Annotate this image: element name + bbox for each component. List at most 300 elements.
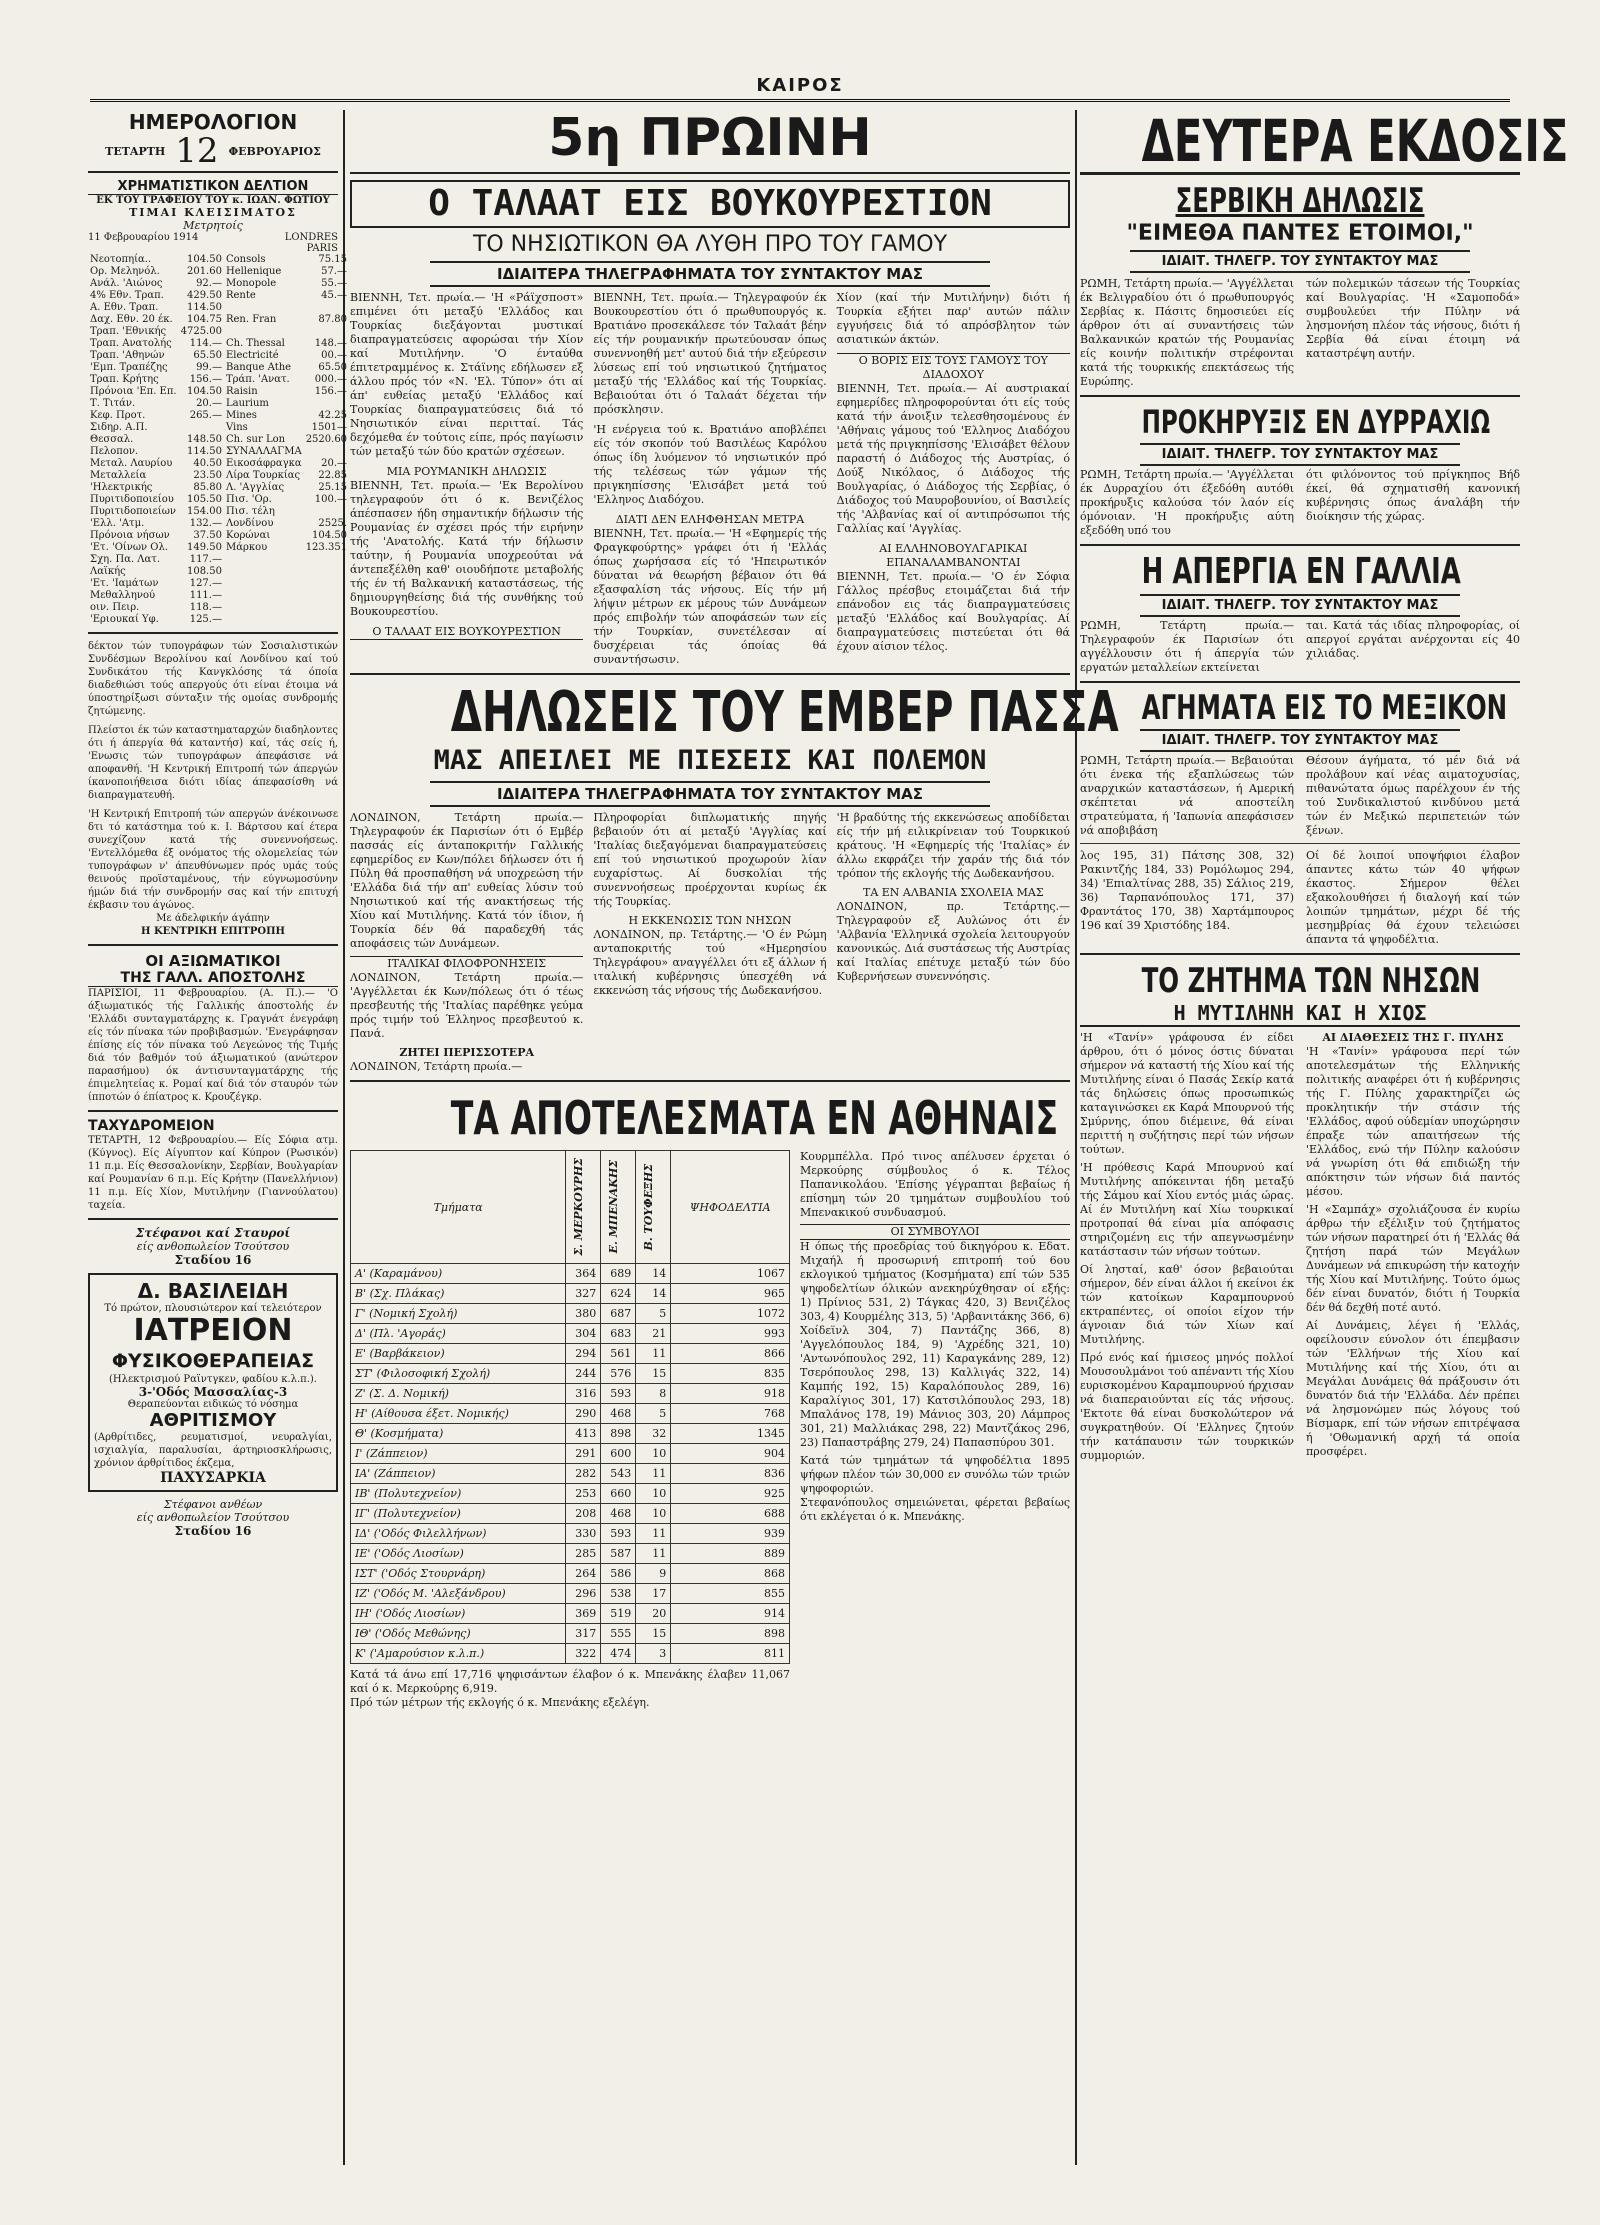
quote-value: 87.80 xyxy=(318,314,348,325)
exchange-header-row xyxy=(88,232,338,243)
quote-value: 127.— xyxy=(189,578,222,589)
results-section-name: ΙΖ' ('Οδός Μ. 'Αλεξάνδρου) xyxy=(351,1584,566,1604)
quotes-table xyxy=(88,254,349,626)
masthead xyxy=(90,75,1510,102)
clinic-disease-2: ΠΑΧΥΣΑΡΚΙΑ xyxy=(160,1470,266,1486)
quote-value: 2520.60 xyxy=(305,434,348,445)
results-value: 11 xyxy=(636,1464,671,1484)
results-row xyxy=(351,1564,790,1584)
results-value: 866 xyxy=(671,1344,790,1364)
enver-headline-wrap xyxy=(350,680,1119,745)
quote-name: Electricité xyxy=(225,350,279,361)
results-value: 898 xyxy=(601,1424,636,1444)
exchange-source: ΕΚ ΤΟΥ ΓΡΑΦΕΙΟΥ ΤΟΥ κ. ΙΩΑΝ. ΦΩΤΙΟΥ xyxy=(96,195,330,206)
quote-value: 125.— xyxy=(189,614,222,625)
quote-name: Τραπ. Ανατολής xyxy=(90,338,172,349)
quote-name: Τραπ. 'Εθνικής xyxy=(90,326,167,337)
quote-row xyxy=(88,470,349,482)
quote-name: Κεφ. Προτ. xyxy=(90,410,146,421)
post-text: ΤΕΤΑΡΤΗ, 12 Φεβρουαρίου.— Είς Σόφια ατμ. (Κύγνος). Είς Αίγυπτον καί Κύπρον (Ρωσικόν) 11 π.μ. Είς Θεσσαλονίκην, Σερβίαν, Βουλγαρίαν καί Ρουμανίαν 6 π.μ. Είς Κρήτην (Πανελλήνιον) 11 π.μ. Είς Χίον, Μυτιλήνην (Γιαννούλατου) ταχεία. xyxy=(88,1135,338,1211)
clinic-services: (Ηλεκτρισμού Ραϊντγκεν, φαδίου κ.λ.π.). xyxy=(109,1374,317,1385)
quote-value: 99.— xyxy=(196,362,222,373)
results-value: 282 xyxy=(566,1464,601,1484)
quote-value: 00.— xyxy=(321,350,348,361)
results-value: 14 xyxy=(636,1284,671,1304)
quote-name: Raisin xyxy=(225,386,258,397)
results-col-benakis: Ε. ΜΠΕΝΑΚΗΣ xyxy=(607,1160,621,1254)
results-section-name: Γ' (Νομική Σχολή) xyxy=(351,1304,566,1324)
quote-value: 22.85 xyxy=(318,470,348,481)
quote-value: 20.— xyxy=(321,458,348,469)
results-section-name: ΙΕ' ('Οδός Λιοσίων) xyxy=(351,1544,566,1564)
councillors-head: ΟΙ ΣΥΜΒΟΥΛΟΙ xyxy=(800,1224,1070,1240)
results-value: 855 xyxy=(671,1584,790,1604)
quote-value: 118.— xyxy=(189,602,222,613)
porte-text-2: 'Η «Σαμπάχ» σχολιάζουσα έν κυρίω άρθρω τήν εξέλιξιν τού ζητήματος τών νήσων παρατηρεί ότι ή 'Ελλάς θά ζητήση παρά τών Μεγάλων Δυνάμεων νά επικυρώση τήν κατοχήν τής Χίου καί Μυτιλήνης. Τούτο όμως δέν είναι δυνατόν, διότι ή Τουρκία δέν θά δεχθή ποτέ αυτό. xyxy=(1306,1203,1520,1314)
quote-value xyxy=(304,578,349,590)
quote-row xyxy=(88,566,349,578)
clinic-title-1: ΙΑΤΡΕΙΟΝ xyxy=(133,1313,293,1348)
exchange-title: ΧΡΗΜΑΤΙΣΤΙΚΟΝ ΔΕΛΤΙΟΝ xyxy=(88,179,338,195)
results-value: 587 xyxy=(601,1544,636,1564)
results-value: 593 xyxy=(601,1384,636,1404)
right-column xyxy=(1080,107,1569,2165)
results-value: 322 xyxy=(566,1644,601,1664)
results-value: 291 xyxy=(566,1444,601,1464)
quote-row xyxy=(88,266,349,278)
paris-label: PARIS xyxy=(306,243,338,254)
results-section-name: Κ' ('Αμαρούσιον κ.λ.π.) xyxy=(351,1644,566,1664)
results-row xyxy=(351,1284,790,1304)
strike-article-3: 'Η Κεντρική Επιτροπή τών απεργών άνέκοινωσε δτι τό κατάστημα τού κ. Ι. Βάρτσου καί έτερα συνεχίζουν κατά τής συνεννοήσεως. 'Εντελλόμεθα έξ ονόματος τής ολομελείας τών τυπογράφων ν' άπευθύνωμεν πρός υμάς τούς θεινούς προϊσταμένους, τήν εύγνωμοσύνην ήμών διά τήν συνδρομήν σας καί τήν επιτυχή έκβασιν του άγώνος. xyxy=(88,809,338,911)
quote-row xyxy=(88,554,349,566)
results-section-name: Ι' (Ζάππειον) xyxy=(351,1444,566,1464)
enver-text-2: Πληροφορίαι διπλωματικής πηγής βεβαιούν ότι αί μεταξύ 'Αγγλίας καί 'Ιταλίας διεξαγόμεναι διαπραγματεύσεις επί τού νησιωτικού προχωρούν λίαν ευχαρίστως. Αί δυσκολίαι τής συνεννοήσεως προέρχονται κυρίως έκ τής Τουρκίας. xyxy=(593,811,827,908)
clinic-disease: ΑΘΡΙΤΙΣΜΟΥ xyxy=(149,1410,277,1431)
quote-name xyxy=(224,578,304,590)
durazzo-headline: ΠΡΟΚΗΡΥΞΙΣ ΕΝ ΔΥΡΡΑΧΙΩ xyxy=(1141,403,1491,441)
second-edition-banner: ΔΕΥΤΕΡΑ ΕΚΔΟΣΙΣ xyxy=(1141,107,1569,175)
exchange-sub2: Μετρητοίς xyxy=(183,219,243,232)
results-value: 660 xyxy=(601,1484,636,1504)
results-col-ballots: ΨΗΦΟΔΕΛΤΙΑ xyxy=(671,1151,790,1264)
mexico-text-2: Θέσουν άγήματα, τό μέν διά νά προλάβουν καί νέας αιματοχυσίας, πιθανώτατα όμως παρέλχουν έν τής τού Συνδικαλιστού κινδύνου μετά τών έν Μεξικώ περιπετειών τών ξένων. xyxy=(1306,754,1520,837)
quote-value: 156.— xyxy=(189,374,222,385)
lead-text-3: 'Η ενέργεια τού κ. Βρατιάνο αποβλέπει είς τόν σκοπόν τού Βασιλέως Καρόλου όπως ίδη λυόμενον τό νησιωτικόν πρό τής τελέσεως τών γάμων τής πριγκηπίσσης 'Ελισάβετ μετά τού 'Ελληνος Διαδόχου. xyxy=(593,423,827,506)
quote-row xyxy=(88,338,349,350)
quote-name: Ορ. Μεληνόλ. xyxy=(90,266,160,277)
results-value: 285 xyxy=(566,1544,601,1564)
quote-row xyxy=(88,542,349,554)
quote-row xyxy=(88,614,349,626)
islands-article xyxy=(1080,1031,1520,1463)
quote-value: 23.50 xyxy=(193,470,222,481)
albania-schools-text: ΛΟΝΔΙΝΟΝ, πρ. Τετάρτης.— Τηλεγραφούν εξ Αυλώνος ότι έν 'Αλβανία 'Ελληνικά σχολεία λειτουργούν κανονικώς. Διά συστάσεως τής Αυστρίας καί Ιταλίας επέτυχε μεταξύ τών δύο Κυβερνήσεων συνεννόησις. xyxy=(836,900,1070,983)
results-value: 8 xyxy=(636,1384,671,1404)
results-side-end: Κατά τών τμημάτων τά ψηφοδέλτια 1895 ψήφων πλέον τών 30,000 εν συνόλω τών τριών ψηφοφοριών. xyxy=(800,1454,1070,1495)
islands-text-2: 'Η πρόθεσις Καρά Μπουρνού καί Μυτιλήνης απόκεινται ήδη μεταξύ τής Σάμου καί Χίου εντός μιάς ώρας. Αί έν Μυτιλήνη καί Χίω τουρκικαί προτροπαί θά είναι μία απόφασις στηριζομένη εις τήν απεγνωσμένην κατάστασιν τών νήσων τούτων. xyxy=(1080,1161,1294,1258)
mexico-article xyxy=(1080,754,1520,838)
results-col-merkouris: Σ. ΜΕΡΚΟΥΡΗΣ xyxy=(572,1158,586,1256)
column-rule-right xyxy=(1075,110,1077,2165)
quote-row xyxy=(88,458,349,470)
mexico-text: ΡΩΜΗ, Τετάρτη πρωία.— Βεβαιούται ότι ένεκα τής εξαπλώσεως τών αναρχικών καταστάσεων, ή Αμερική σκέπτεται νά αποστείλη στρατεύματα, ή 'Ιαπωνία απεφάσισεν νά αποβιβάση xyxy=(1080,754,1294,837)
quote-value: 37.50 xyxy=(193,530,222,541)
quote-value: 4725.00 xyxy=(180,326,222,337)
calendar-weekday: ΤΕΤΑΡΤΗ xyxy=(105,144,166,158)
results-value: 10 xyxy=(636,1444,671,1464)
islands-evacuation-head: Η ΕΚΚΕΝΩΣΙΣ ΤΩΝ ΝΗΣΩΝ xyxy=(628,914,792,927)
lead-wire-head: ΙΔΙΑΙΤΕΡΑ ΤΗΛΕΓΡΑΦΗΜΑΤΑ ΤΟΥ ΣΥΝΤΑΚΤΟΥ ΜΑΣ xyxy=(430,261,990,287)
quote-value: 111.— xyxy=(189,590,222,601)
results-value: 576 xyxy=(601,1364,636,1384)
strike-article xyxy=(1080,619,1520,675)
quote-name: Monopole xyxy=(225,278,277,289)
results-value: 316 xyxy=(566,1384,601,1404)
islands-headline: ΤΟ ΖΗΤΗΜΑ ΤΩΝ ΝΗΣΩΝ xyxy=(1141,961,1481,1001)
quote-name: Πυριτιδοποιείων xyxy=(90,506,176,517)
results-value: 1345 xyxy=(671,1424,790,1444)
quote-name: 'Ετ. 'Ιαμάτων xyxy=(90,578,159,589)
clinic-list: (Αρθρίτιδες, ρευματισμοί, νευραλγίαι, ισχιαλγία, παραλυσίαι, άρτηριοσκλήρωσις, χρόνιον άρθρίτιδος έκζεμα, xyxy=(94,1432,332,1469)
election-continued xyxy=(1080,849,1520,947)
quote-row xyxy=(88,302,349,314)
election-text: λος 195, 31) Πάτσης 308, 32) Ρακιντζής 184, 33) Ρομόλωμος 294, 34) 'Επιαλτίνας 288, 35) Σάλιος 219, 36) Ταρπανόπουλος 171, 37) Φραντάτος 170, 38) Χαρτάμπουρος 196 καί 39 Χριστόδης 184. xyxy=(1080,849,1294,932)
talaat-head: Ο ΤΑΛΑΑΤ ΕΙΣ ΒΟΥΚΟΥΡΕΣΤΙΟΝ xyxy=(350,625,583,640)
results-value: 593 xyxy=(601,1524,636,1544)
results-value: 32 xyxy=(636,1424,671,1444)
quote-name: Τραπ. 'Αθηνών xyxy=(90,350,165,361)
talaat-text: ΒΙΕΝΝΗ, Τετ. πρωία.— Τηλεγραφούν έκ Βουκουρεστίου ότι ό πρωθυπουργός κ. Βρατιάνο προσεκάλεσε τόν Ταλαάτ βέην είς τήν ρουμανικήν πρωτεύουσαν όπως συνεννοηθή μετ' αυτού διά τήν εξεύρεσιν λύσεως επί τού νησιωτικού ζητήματος μεταξύ τής 'Ελλάδος καί τής Τουρκίας. Βεβαιούται ότι ό Ταλαάτ δέχεται τήν πρόσκλησιν. xyxy=(593,291,827,416)
results-section-name: Β' (Σχ. Πλάκας) xyxy=(351,1284,566,1304)
quote-value xyxy=(304,602,349,614)
seek-text: ΛΟΝΔΙΝΟΝ, Τετάρτη πρωία.— xyxy=(350,1060,523,1073)
italian-head: ΙΤΑΛΙΚΑΙ ΦΙΛΟΦΡΟΝΗΣΕΙΣ xyxy=(350,956,583,971)
quote-value: 40.50 xyxy=(193,458,222,469)
mexico-headline: ΑΓΗΜΑΤΑ ΕΙΣ ΤΟ ΜΕΞΙΚΟΝ xyxy=(1141,688,1508,728)
quote-value: 156.— xyxy=(314,386,348,397)
quote-row xyxy=(88,494,349,506)
calendar-day: 12 xyxy=(175,131,219,171)
clinic-address: 3-'Οδός Μασσαλίας-3 xyxy=(138,1385,288,1399)
results-row xyxy=(351,1524,790,1544)
clinic-ad xyxy=(88,1273,338,1492)
calendar-date xyxy=(88,131,338,173)
results-table xyxy=(350,1150,790,1664)
officers-title-1: ΟΙ ΑΞΙΩΜΑΤΙΚΟΙ xyxy=(145,952,281,970)
quote-value: 104.50 xyxy=(186,386,222,397)
quote-value xyxy=(304,566,349,578)
results-value: 898 xyxy=(671,1624,790,1644)
quote-name: Μεταλλεία xyxy=(90,470,147,481)
quote-name: Λ. 'Αγγλίας xyxy=(225,482,285,493)
quote-row xyxy=(88,434,349,446)
quote-value xyxy=(304,506,349,518)
quote-name xyxy=(224,302,304,314)
left-column xyxy=(88,110,348,2165)
quote-name: Μεταλ. Λαυρίου xyxy=(90,458,173,469)
results-row xyxy=(351,1544,790,1564)
quote-value: 1501— xyxy=(311,422,348,433)
results-section-name: ΙΒ' (Πολυτεχνείον) xyxy=(351,1484,566,1504)
clinic-specialty: Θεραπεύονται ειδικώς τό νόσημα xyxy=(127,1399,299,1410)
islands-head-wrap xyxy=(1080,961,1520,1001)
results-row xyxy=(351,1464,790,1484)
results-value: 17 xyxy=(636,1584,671,1604)
quote-value xyxy=(304,446,349,458)
results-value: 687 xyxy=(601,1304,636,1324)
quote-name: Μάρκου xyxy=(225,542,268,553)
quote-row xyxy=(88,602,349,614)
quote-name: Ανάλ. 'Αιώνος xyxy=(90,278,163,289)
results-value: 561 xyxy=(601,1344,636,1364)
results-row xyxy=(351,1484,790,1504)
romanian-head: ΜΙΑ ΡΟΥΜΑΝΙΚΗ ΔΗΛΩΣΙΣ xyxy=(386,465,547,478)
results-value: 10 xyxy=(636,1484,671,1504)
quote-name xyxy=(224,554,304,566)
results-value: 624 xyxy=(601,1284,636,1304)
results-value: 253 xyxy=(566,1484,601,1504)
results-row xyxy=(351,1424,790,1444)
results-value: 11 xyxy=(636,1344,671,1364)
results-value: 468 xyxy=(601,1504,636,1524)
quote-value xyxy=(179,422,224,434)
quote-value xyxy=(304,302,349,314)
results-value: 317 xyxy=(566,1624,601,1644)
enver-text-3: 'Η βραδύτης τής εκκενώσεως αποδίδεται είς τήν μή ειλικρίνειαν τού Τουρκικού κράτους. 'Η «Εφημερίς τής 'Ιταλίας» έν άλλω εκφράζει τήν χαράν τής διά τόν τρόπον τής εκλογής τής Δωδεκανήσου. xyxy=(836,811,1070,880)
results-value: 688 xyxy=(671,1504,790,1524)
quote-name: Laurium xyxy=(225,398,269,409)
lead-subhead: ΤΟ ΝΗΣΙΩΤΙΚΟΝ ΘΑ ΛΥΘΗ ΠΡΟ ΤΟΥ ΓΑΜΟΥ xyxy=(472,232,948,257)
quote-name xyxy=(224,602,304,614)
quote-name: Λονδίνου xyxy=(225,518,274,529)
results-value: 10 xyxy=(636,1504,671,1524)
results-value: 294 xyxy=(566,1344,601,1364)
strike-text-2: ται. Κατά τάς ιδίας πληροφορίας, οί απεργοί εργάται ανέρχονται είς 40 χιλιάδας. xyxy=(1306,619,1520,660)
quote-value: 429.50 xyxy=(186,290,222,301)
results-value: 925 xyxy=(671,1484,790,1504)
results-value: 519 xyxy=(601,1604,636,1624)
results-value: 327 xyxy=(566,1284,601,1304)
serb-head-wrap xyxy=(1080,181,1520,221)
results-value: 683 xyxy=(601,1324,636,1344)
quote-value xyxy=(304,614,349,626)
calendar-title: ΗΜΕΡΟΛΟΓΙΟΝ xyxy=(128,110,298,134)
quote-name: Mines xyxy=(225,410,257,421)
quote-name: Τραπ. Κρήτης xyxy=(90,374,159,385)
quote-value: 201.60 xyxy=(186,266,222,277)
mexico-wire-head: ΙΔΙΑΙΤ. ΤΗΛΕΓΡ. ΤΟΥ ΣΥΝΤΑΚΤΟΥ ΜΑΣ xyxy=(1140,729,1460,752)
quote-value: 104.75 xyxy=(186,314,222,325)
quote-name: Πισ. 'Ορ. xyxy=(225,494,272,505)
quote-row xyxy=(88,590,349,602)
results-side-end-2: Στεφανόπουλος σημειώνεται, φέρεται βεβαίως ότι εκλέγεται ό κ. Μπενάκης. xyxy=(800,1496,1070,1523)
london-label: LONDRES xyxy=(284,232,338,243)
results-value: 9 xyxy=(636,1564,671,1584)
results-value: 20 xyxy=(636,1604,671,1624)
results-value: 993 xyxy=(671,1324,790,1344)
quote-name xyxy=(224,590,304,602)
results-value: 889 xyxy=(671,1544,790,1564)
quote-name: Πυριτιδοποιείου xyxy=(90,494,174,505)
councillors-text: Η όπως τής προεδρίας τού δικηγόρου κ. Εδατ. Μιχαήλ ή προσωρινή επιτροπή τού 6ου εκλογικού τμήματος (Κοσμήματα) επί τών 535 ψηφοδελτίων όλικών ανεκηρύχθησαν οί εξής: 1) Πρίνιος 531, 2) Τάγκας 420, 3) Βενιζέλος 303, 4) Κουρμέλης 313, 5) 'Αρβανιτάκης 366, 6) Χοίδεϊνλ 304, 7) Παντάζης 366, 8) 'Αγγελόπουλος 184, 9) 'Αχρέδης 321, 10) 'Αντωνόπουλος 292, 11) Καραγκάνης 289, 12) Τσερόπουλος 298, 13) Καλλιγάς 322, 14) Καμπής 192, 15) Καραλόπουλος 289, 16) Καραλίγιος 301, 17) Κατσιλόπουλος 293, 18) Μπαλάνος 178, 19) Μάνιος 303, 20) Λάμπρος 301, 21) Μαλλιάκας 298, 22) Μαντζάκος 296, 23) Παπαστράβης 279, 24) Παπασπύρου 301. xyxy=(800,1240,1070,1449)
results-value: 835 xyxy=(671,1364,790,1384)
strike-headline: Η ΑΠΕΡΓΙΑ ΕΝ ΓΑΛΛΙΑ xyxy=(1141,551,1461,592)
results-section-name: Α' (Καραμάνου) xyxy=(351,1264,566,1284)
quote-value: 104.50 xyxy=(312,530,348,541)
results-row xyxy=(351,1324,790,1344)
quote-value: 154.00 xyxy=(186,506,222,517)
results-value: 1072 xyxy=(671,1304,790,1324)
lead-text-4: Χίον (καί τήν Μυτιλήνην) διότι ή Τουρκία εξήτει παρ' αυτών πάλιν εγγυήσεις διά τό απρόσβλητον τών ασιατικών άκτών. xyxy=(836,291,1070,346)
results-section-name: ΙΔ' ('Οδός Φιλελλήνων) xyxy=(351,1524,566,1544)
results-section-name: Δ' (Πλ. 'Αγοράς) xyxy=(351,1324,566,1344)
quote-value: 117.— xyxy=(189,554,222,565)
results-value: 264 xyxy=(566,1564,601,1584)
islands-text-4: Πρό ενός καί ήμισεος μηνός πολλοί Μουσουλμάνοι τού απέναντι τής Χίου ευρισκομένου Καραμπουρνού ήρχισαν νά διαπεραιούνται είς τάς νήσους. 'Εκτοτε θά είναι δυσκολώτερον νά συγκρατηθούν. Οί 'Ελληνες ζητούν τήν κατάπαυσιν τών τουρκικών συμμοριών. xyxy=(1080,1351,1294,1462)
results-value: 474 xyxy=(601,1644,636,1664)
quote-value: 105.50 xyxy=(186,494,222,505)
sign-line-1: Με άδελφικήν άγάπην xyxy=(156,913,270,924)
quote-value xyxy=(304,398,349,410)
flower-ad-title: Στέφανοι ανθέων xyxy=(163,1498,263,1511)
quote-name xyxy=(224,326,304,338)
quote-value: 42.25 xyxy=(318,410,348,421)
results-col-toufexis: Β. ΤΟΥΦΕΞΗΣ xyxy=(642,1163,656,1251)
quote-value: 265.— xyxy=(189,410,222,421)
quote-name: Ren. Fran xyxy=(225,314,277,325)
quote-name: Πρόνοια νήσων xyxy=(90,530,170,541)
results-row xyxy=(351,1624,790,1644)
enver-wire-head: ΙΔΙΑΙΤΕΡΑ ΤΗΛΕΓΡΑΦΗΜΑΤΑ ΤΟΥ ΣΥΝΤΑΚΤΟΥ ΜΑΣ xyxy=(430,781,990,807)
results-value: 208 xyxy=(566,1504,601,1524)
quote-row xyxy=(88,314,349,326)
results-value: 586 xyxy=(601,1564,636,1584)
quote-value: 108.50 xyxy=(186,566,222,577)
results-value: 600 xyxy=(601,1444,636,1464)
results-side-text: Κουρμπέλλα. Πρό τινος απέλυσεν έρχεται ό Μερκούρης σύμβουλος ό κ. Τέλος Παπανικολάου. 'Επίσης γέγραπται βεβαίως ή επίσημη τών 20 τμημάτων συμβουλίου τού Μπενακικού συνδυασμού. xyxy=(800,1150,1070,1219)
quote-row xyxy=(88,278,349,290)
quote-value: 65.50 xyxy=(193,350,222,361)
results-value: 11 xyxy=(636,1524,671,1544)
quote-value: 000.— xyxy=(314,374,348,385)
results-value: 1067 xyxy=(671,1264,790,1284)
porte-text: 'Η «Τανίν» γράφουσα περί τών αποτελεσμάτων τής Ελληνικής πολιτικής αναφέρει ότι ή κυβέρνησις τής Γ. Πύλης χαρακτηρίζει ώς προκλητικήν τήν στάσιν τής 'Ελλάδος, αφού ούδεμίαν υποχώρησιν έπραξε τών απαιτήσεων τής 'Ελλάδος, ενώ τήν Πύλην καλούσιν νά γνωρίση ότι θά επιδιώξη τήν απόκτησιν τών νήσων διά παντός μέσου. xyxy=(1306,1045,1520,1198)
quote-name xyxy=(224,614,304,626)
results-value: 3 xyxy=(636,1644,671,1664)
quote-name: Vins xyxy=(225,422,248,433)
results-row xyxy=(351,1604,790,1624)
quote-value: 114.— xyxy=(189,338,222,349)
greek-bulgarian-head: ΑΙ ΕΛΛΗΝΟΒΟΥΛΓΑΡΙΚΑΙ ΕΠΑΝΑΛΑΜΒΑΝΟΝΤΑΙ xyxy=(879,542,1028,569)
lead-headline: Ο ΤΑΛΑΑΤ ΕΙΣ ΒΟΥΚΟΥΡΕΣΤΙΟΝ xyxy=(350,180,1070,228)
quote-row xyxy=(88,374,349,386)
results-value: 15 xyxy=(636,1624,671,1644)
quote-row xyxy=(88,254,349,266)
results-value: 413 xyxy=(566,1424,601,1444)
crown-prince-head: Ο ΒΟΡΙΣ ΕΙΣ ΤΟΥΣ ΓΑΜΟΥΣ ΤΟΥ ΔΙΑΔΟΧΟΥ xyxy=(837,353,1070,382)
porte-head: ΑΙ ΔΙΑΘΕΣΕΙΣ ΤΗΣ Γ. ΠΥΛΗΣ xyxy=(1322,1031,1504,1044)
islands-subhead: Η ΜΥΤΙΛΗΝΗ ΚΑΙ Η ΧΙΟΣ xyxy=(1080,1001,1520,1027)
results-row xyxy=(351,1504,790,1524)
sign-line-2: Η ΚΕΝΤΡΙΚΗ ΕΠΙΤΡΟΠΗ xyxy=(141,926,285,937)
quote-row xyxy=(88,362,349,374)
masthead-title: ΚΑΙΡΟΣ xyxy=(756,75,844,96)
quote-name xyxy=(224,566,304,578)
quote-row xyxy=(88,578,349,590)
quote-value: 100.— xyxy=(314,494,348,505)
quote-name: οιν. Πειρ. xyxy=(90,602,140,613)
quote-name: Rente xyxy=(225,290,256,301)
quote-row xyxy=(88,290,349,302)
quote-name: Πελοπον. xyxy=(90,446,139,457)
results-section-name: Ζ' (Σ. Δ. Νομική) xyxy=(351,1384,566,1404)
results-value: 689 xyxy=(601,1264,636,1284)
quote-value: 114.50 xyxy=(186,302,222,313)
second-edition-wrap xyxy=(1080,107,1569,175)
quote-value: 2525. xyxy=(318,518,348,529)
quote-name: Μεθαλληνού xyxy=(90,590,156,601)
quote-name: Λίρα Τουρκίας xyxy=(225,470,301,481)
serb-text: ΡΩΜΗ, Τετάρτη πρωία.— 'Αγγέλλεται έκ Βελιγραδίου ότι ό πρωθυπουργός Σερβίας κ. Πάσιτς δημοσιεύει είς άρθρον ότι αί συναντήσεις τών Βαλκανικών κρατών τής Ρουμανίας είς κοινήν πολιτικήν στρέφονται κατά τής τουρκικής επεκτάσεως τής Ευρώπης. xyxy=(1080,277,1294,388)
quote-name: 'Ετ. 'Οίνων Ολ. xyxy=(90,542,169,553)
results-value: 244 xyxy=(566,1364,601,1384)
no-measures-text: ΒΙΕΝΝΗ, Τετ. πρωία.— 'Η «Εφημερίς τής Φραγκφούρτης» γράφει ότι ή 'Ελλάς όπως χωρήσασα είς τό 'Ηπειρωτικόν δύναται νά θεωρήση βέβαιον ότι θά εξασφαλίση τάς νήσους. Είς τήν μή λήψιν μέτρων εκ μέρους τών Δυνάμεων πρός επιβολήν τών αποφάσεών των είς τήν Τουρκίαν, συνετέλεσαν αί δυσχέρειαι τάς όποίας θά συναντήσωσιν. xyxy=(593,527,827,666)
quote-value: 149.50 xyxy=(186,542,222,553)
seek-head: ΖΗΤΕΙ ΠΕΡΙΣΣΟΤΕΡΑ xyxy=(399,1046,534,1059)
results-value: 836 xyxy=(671,1464,790,1484)
quote-value: 85.80 xyxy=(193,482,222,493)
strike-wire-head: ΙΔΙΑΙΤ. ΤΗΛΕΓΡ. ΤΟΥ ΣΥΝΤΑΚΤΟΥ ΜΑΣ xyxy=(1140,594,1460,617)
serb-headline: ΣΕΡΒΙΚΗ ΔΗΛΩΣΙΣ xyxy=(1175,181,1425,221)
durazzo-text-2: ότι φιλόνοντος τού πρίγκηπος Βήδ έκεί, θά σχηματισθή κανονική κυβέρνησις όπως άναλάβη τήν διοίκησιν τής χώρας. xyxy=(1306,468,1520,523)
serb-text-2: τών πολεμικών τάσεων τής Τουρκίας καί Βουλγαρίας. 'Η «Σαμοποδά» συμβουλεύει τήν Πύλην νά λησμονήση πλέον τάς νήσους, διότι ή Σερβία θά είναι έτοιμη νά καταστρέψη αυτήν. xyxy=(1306,277,1520,360)
results-value: 14 xyxy=(636,1264,671,1284)
serb-wire-head: ΙΔΙΑΙΤ. ΤΗΛΕΓΡ. ΤΟΥ ΣΥΝΤΑΚΤΟΥ ΜΑΣ xyxy=(1130,250,1470,273)
flower-ad-address: Σταδίου 16 xyxy=(174,1524,252,1538)
quote-value: 148.— xyxy=(314,338,348,349)
results-section-name: ΣΤ' (Φιλοσοφική Σχολή) xyxy=(351,1364,566,1384)
results-value: 330 xyxy=(566,1524,601,1544)
results-value: 5 xyxy=(636,1404,671,1424)
quote-name: Ch. sur Lon xyxy=(225,434,286,445)
results-section-name: Η' (Αίθουσα έξετ. Νομικής) xyxy=(351,1404,566,1424)
quote-name: 'Ηλεκτρικής xyxy=(90,482,153,493)
islands-text: 'Η «Τανίν» γράφουσα έν είδει άρθρου, ότι ό μόνος όστις δύναται σήμερον νά καταστή τής Χίου καί τής Μυτιλήνης είναι ό Πασάς Σεκίρ κατά τάς δηλώσεις όπως προσωπικώς καταγινώσκει εκ Καρά Μπουρνού τής Σμύρνης, όπου διέμεινε, θά είναι περιττή η συζήτησις περί τών νήσων τούτων. xyxy=(1080,1031,1294,1156)
enver-subhead: ΜΑΣ ΑΠΕΙΛΕΙ ΜΕ ΠΙΕΣΕΙΣ ΚΑΙ ΠΟΛΕΜΟΝ xyxy=(433,745,987,776)
quote-value: 45.— xyxy=(321,290,348,301)
results-value: 290 xyxy=(566,1404,601,1424)
results-value: 868 xyxy=(671,1564,790,1584)
durazzo-wire-head: ΙΔΙΑΙΤ. ΤΗΛΕΓΡ. ΤΟΥ ΣΥΝΤΑΚΤΟΥ ΜΑΣ xyxy=(1140,443,1460,466)
quote-row xyxy=(88,482,349,494)
quote-row xyxy=(88,422,349,434)
quote-name: Πισ. τέλη xyxy=(225,506,275,517)
quote-name: Εικοσάφραγκα xyxy=(225,458,302,469)
results-value: 380 xyxy=(566,1304,601,1324)
results-value: 11 xyxy=(636,1544,671,1564)
enver-headline: ΔΗΛΩΣΕΙΣ ΤΟΥ ΕΜΒΕΡ ΠΑΣΣΑ xyxy=(450,680,1119,745)
quote-name: Δαχ. Εθν. 20 έκ. xyxy=(90,314,173,325)
quote-name: Λαϊκής xyxy=(90,566,126,577)
results-value: 904 xyxy=(671,1444,790,1464)
election-text-2: Οί δέ λοιποί υποψήφιοι έλαβον άπαντες κάτω τών 40 ψήφων έκαστος. Σήμερον θέλει εξακολουθήσει ή διαλογή καί τών λοιπών τμημάτων, μέχρι δέ τής μεσημβρίας θά έχουν τελειώσει άπαντα τά ψηφοδέλτια. xyxy=(1306,849,1520,946)
quote-name: Σχη. Πα. Λατ. xyxy=(90,554,160,565)
results-row xyxy=(351,1304,790,1324)
durazzo-head-wrap xyxy=(1080,403,1520,441)
quote-value xyxy=(304,590,349,602)
quote-value: 20.— xyxy=(196,398,222,409)
